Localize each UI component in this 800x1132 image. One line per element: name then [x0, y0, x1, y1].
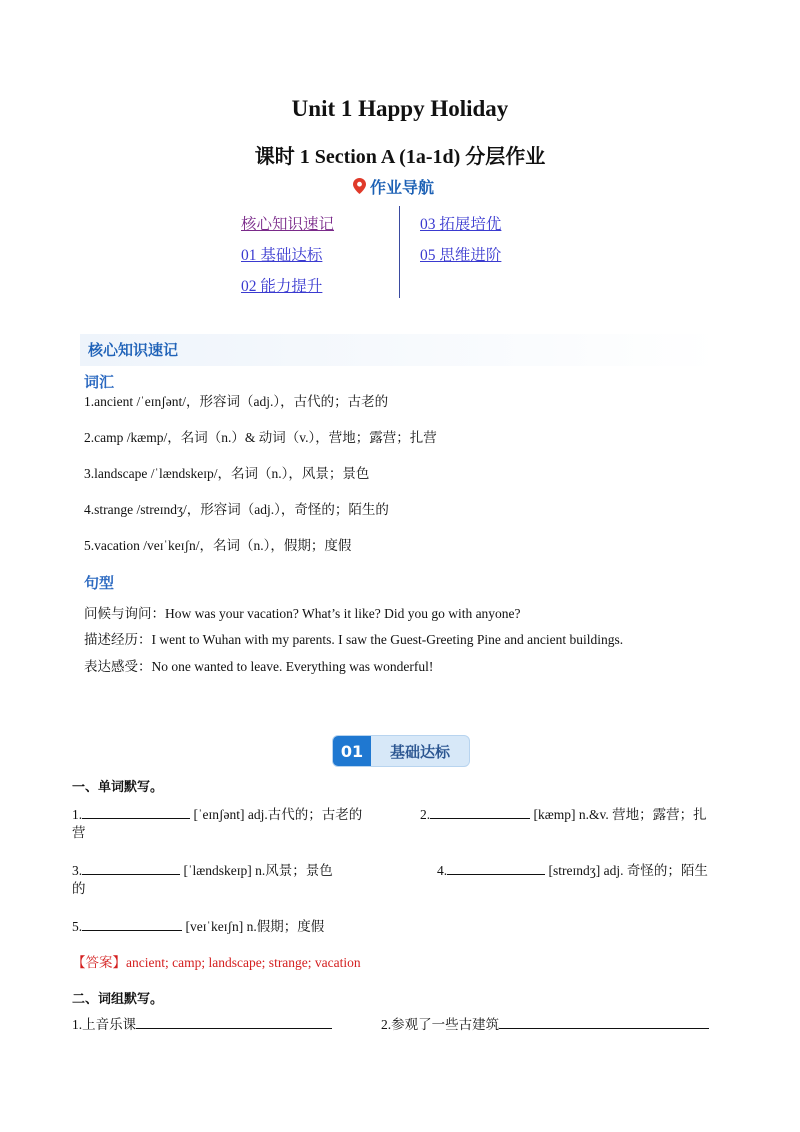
phrase-question-1 — [72, 1013, 332, 1033]
phrase-question-2 — [381, 1013, 709, 1033]
page-subtitle: 课时 1 Section A (1a-1d) 分层作业 — [254, 146, 546, 168]
nav-divider — [399, 206, 400, 298]
core-knowledge-heading: 核心知识速记 — [88, 341, 179, 359]
question-3 — [72, 859, 333, 879]
phonetic: [veɪˈkeɪʃn] n. — [185, 919, 257, 934]
answer-blank[interactable] — [136, 1016, 332, 1029]
homework-nav-badge — [353, 174, 434, 198]
definition: 风景；景色 — [265, 863, 333, 879]
definition: 营地；露营；扎 — [612, 807, 707, 823]
nav-link-basic[interactable]: 01 基础达标 — [241, 247, 323, 264]
part2-title: 二、词组默写。 — [72, 992, 164, 1007]
vocab-heading: 词汇 — [84, 373, 115, 391]
sentence-item: 表达感受：No one wanted to leave. Everything was wonderful! — [84, 659, 434, 674]
question-2-continuation: 营 — [72, 825, 86, 841]
question-4 — [437, 859, 708, 879]
vocab-item: 1.ancient /ˈeɪnʃənt/，形容词（adj.），古代的；古老的 — [84, 394, 389, 409]
question-number: 3. — [72, 863, 83, 878]
nav-link-core-knowledge[interactable]: 核心知识速记 — [241, 216, 335, 233]
answer-text: ancient; camp; landscape; strange; vacation — [126, 955, 361, 970]
question-5 — [72, 915, 324, 935]
answer-blank[interactable] — [82, 862, 180, 875]
badge-number: 01 — [333, 736, 371, 766]
definition: 奇怪的；陌生 — [626, 863, 708, 879]
definition: 古代的；古老的 — [267, 807, 363, 823]
answer-blank[interactable] — [82, 806, 190, 819]
answer-blank[interactable] — [499, 1016, 709, 1029]
nav-link-extension[interactable]: 03 拓展培优 — [420, 216, 502, 233]
answer-blank[interactable] — [430, 806, 530, 819]
question-number: 5. — [72, 919, 83, 934]
vocab-item: 5.vacation /veɪˈkeɪʃn/，名词（n.），假期；度假 — [84, 538, 352, 553]
basic-section-badge — [332, 735, 470, 767]
sentence-item: 问候与询问：How was your vacation? What’s it like? Did you go with anyone? — [84, 606, 521, 621]
nav-link-thinking[interactable]: 05 思维进阶 — [420, 247, 502, 264]
phonetic: [kæmp] n.&v. — [533, 807, 609, 822]
phrase-prompt: 1.上音乐课 — [72, 1017, 137, 1032]
phrase-prompt: 2.参观了一些古建筑 — [381, 1017, 500, 1032]
vocab-item: 4.strange /streɪndʒ/，形容词（adj.），奇怪的；陌生的 — [84, 502, 389, 517]
question-number: 1. — [72, 807, 83, 822]
question-number: 2. — [420, 807, 431, 822]
badge-label: 基础达标 — [389, 742, 450, 761]
location-pin-icon — [353, 178, 366, 194]
answer-line — [72, 951, 361, 971]
sentence-item: 描述经历：I went to Wuhan with my parents. I saw the Guest-Greeting Pine and ancient buildings. — [84, 632, 624, 647]
phonetic: [streɪndʒ] adj. — [548, 863, 624, 878]
sentence-heading: 句型 — [84, 574, 115, 592]
question-number: 4. — [437, 863, 448, 878]
vocab-item: 2.camp /kæmp/，名词（n.）& 动词（v.），营地；露营；扎营 — [84, 430, 437, 445]
phonetic: [ˈeɪnʃənt] adj. — [193, 807, 268, 822]
phonetic: [ˈlændskeɪp] n. — [183, 863, 266, 878]
homework-nav-label: 作业导航 — [370, 177, 435, 197]
question-4-continuation: 的 — [72, 881, 86, 897]
answer-tag: 【答案】 — [72, 955, 126, 971]
nav-link-ability[interactable]: 02 能力提升 — [241, 278, 323, 295]
definition: 假期；度假 — [256, 919, 325, 935]
question-2 — [420, 803, 707, 823]
question-1 — [72, 803, 362, 823]
part1-title: 一、单词默写。 — [72, 780, 164, 795]
vocab-item: 3.landscape /ˈlændskeɪp/，名词（n.），风景；景色 — [84, 466, 370, 481]
answer-blank[interactable] — [82, 918, 182, 931]
page-title: Unit 1 Happy Holiday — [291, 96, 509, 121]
answer-blank[interactable] — [447, 862, 545, 875]
